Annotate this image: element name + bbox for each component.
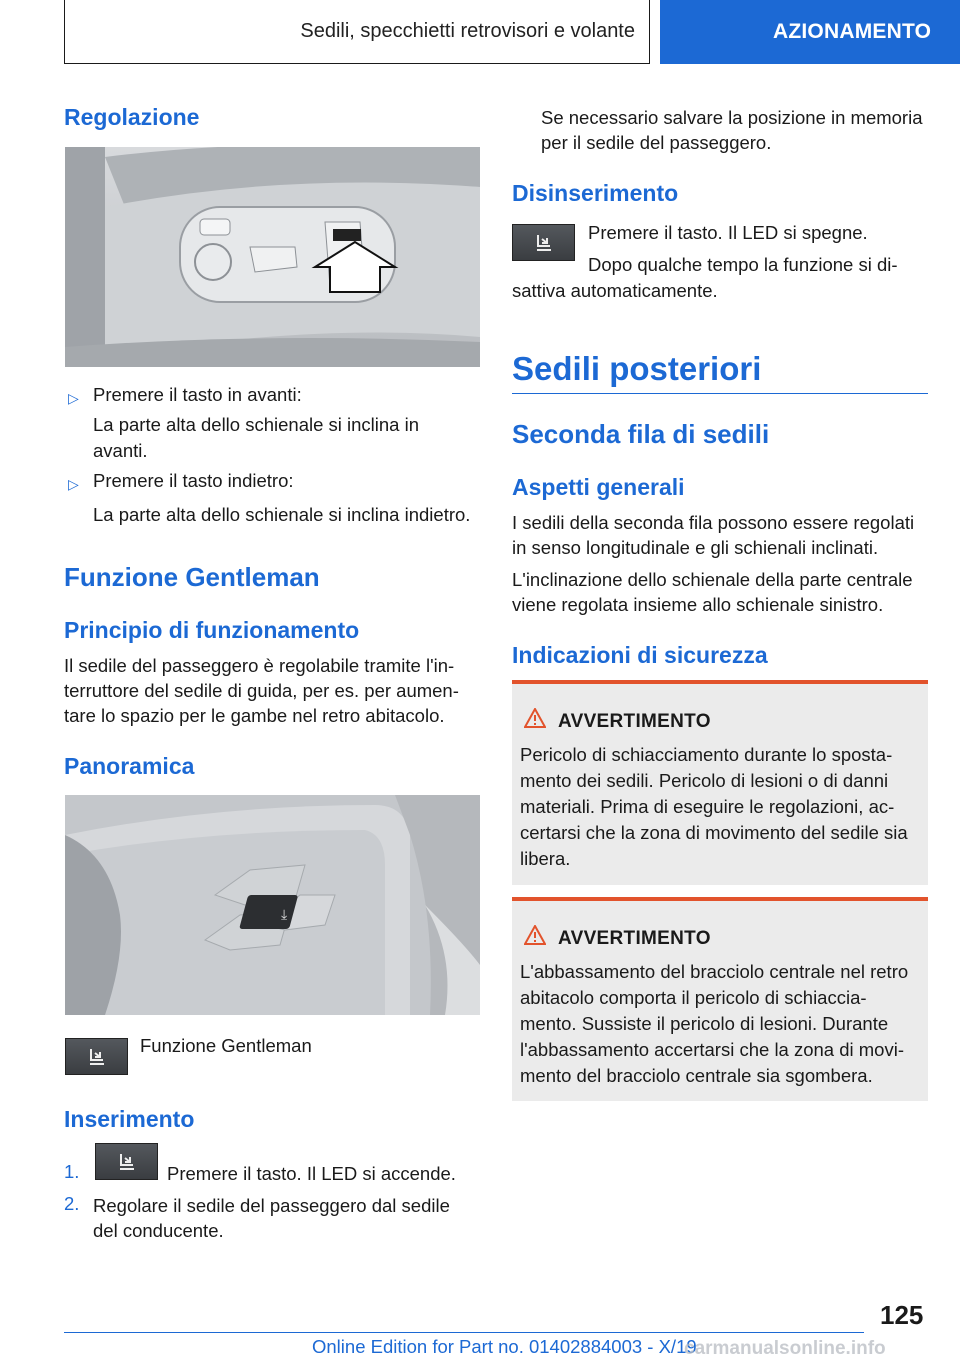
warning-line: l'abbassamento accertarsi che la zona di movi- [520, 1039, 904, 1060]
seat-arrow-icon [533, 232, 555, 254]
aspetti-line: I sedili della seconda fila possono essere regolati [512, 512, 915, 533]
bullet-2-line1: Premere il tasto indietro: [93, 470, 294, 491]
page-number: 125 [880, 1300, 924, 1330]
dis-line3: sattiva automaticamente. [512, 280, 718, 301]
inserimento-heading: Inserimento [64, 1106, 195, 1132]
gentleman-button-icon [95, 1143, 158, 1180]
warning-line: certarsi che la zona di movimento del sedile sia [520, 822, 908, 843]
bullet-1-line2: La parte alta dello schienale si inclina in [93, 414, 420, 435]
memoria-line: per il sedile del passeggero. [541, 132, 772, 153]
aspetti-line: L'inclinazione dello schienale della parte centrale [512, 569, 913, 590]
chapter-tab[interactable] [660, 0, 960, 64]
warning-line: materiali. Prima di eseguire le regolazioni, ac- [520, 796, 895, 817]
step-2-number: 2. [64, 1193, 80, 1214]
step-2-line1: Regolare il sedile del passeggero dal sedile [93, 1195, 450, 1216]
warning-line: libera. [520, 848, 571, 869]
warning-box [512, 897, 928, 1101]
warning-line: mento dei sedili. Pericolo di lesioni o di danni [520, 770, 889, 791]
seat-switch-photo [65, 147, 480, 367]
gentleman-caption: Funzione Gentleman [140, 1035, 312, 1056]
warning-title: AVVERTIMENTO [558, 711, 711, 732]
disinserimento-heading: Disinserimento [512, 180, 679, 206]
section-title: Sedili, specchietti retrovisori e volante [300, 20, 635, 42]
warning-title: AVVERTIMENTO [558, 928, 711, 949]
warning-line: abitacolo comporta il pericolo di schiaccia- [520, 987, 867, 1008]
step-1-text: Premere il tasto. Il LED si accende. [167, 1163, 456, 1184]
heading-rule [512, 393, 928, 394]
svg-text:⤓: ⤓ [281, 907, 288, 923]
chapter-tab-label: AZIONAMENTO [773, 20, 932, 43]
warning-triangle-icon [524, 708, 546, 728]
principio-heading: Principio di funzionamento [64, 617, 360, 643]
bullet-2-line2: La parte alta dello schienale si inclina indietro. [93, 504, 471, 525]
gentleman-heading: Funzione Gentleman [64, 562, 320, 592]
warning-line: mento. Sussiste il pericolo di lesioni. Durante [520, 1013, 889, 1034]
warning-line: mento del bracciolo centrale sia sgombera. [520, 1065, 873, 1086]
seat-arrow-icon [86, 1046, 108, 1068]
memoria-line: Se necessario salvare la posizione in memoria [541, 107, 923, 128]
principio-line: terruttore del sedile di guida, per es. per aumen- [64, 680, 459, 701]
aspetti-line: in senso longitudinale e gli schienali inclinati. [512, 537, 879, 558]
footer-rule [64, 1332, 864, 1333]
seconda-fila-heading: Seconda fila di sedili [512, 419, 770, 449]
gentleman-button-icon [65, 1038, 128, 1075]
sicurezza-heading: Indicazioni di sicurezza [512, 642, 768, 668]
dis-line2: Dopo qualche tempo la funzione si di- [588, 254, 898, 275]
posteriori-heading: Sedili posteriori [512, 350, 762, 387]
watermark: carmanualsonline.info [684, 1338, 886, 1359]
aspetti-line: viene regolata insieme allo schienale sinistro. [512, 594, 884, 615]
edition-line: Online Edition for Part no. 01402884003 - X/19 [312, 1336, 697, 1357]
section-header [64, 0, 650, 64]
warning-line: Pericolo di schiacciamento durante lo sposta- [520, 744, 893, 765]
principio-line: tare lo spazio per le gambe nel retro abitacolo. [64, 705, 445, 726]
bullet-marker: ▷ [68, 476, 79, 492]
panoramica-heading: Panoramica [64, 753, 195, 779]
step-1-number: 1. [64, 1161, 80, 1182]
warning-line: L'abbassamento del bracciolo centrale nel retro [520, 961, 909, 982]
bullet-1-line1: Premere il tasto in avanti: [93, 384, 302, 405]
gentleman-button-photo [65, 795, 480, 1015]
warning-triangle-icon [524, 925, 546, 945]
aspetti-heading: Aspetti generali [512, 474, 685, 500]
warning-box [512, 680, 928, 885]
gentleman-button-icon [512, 224, 575, 261]
dis-line1: Premere il tasto. Il LED si spegne. [588, 222, 868, 243]
step-2-line2: del conducente. [93, 1220, 224, 1241]
bullet-1-line3: avanti. [93, 440, 148, 461]
principio-line: Il sedile del passeggero è regolabile tramite l'in- [64, 655, 455, 676]
regolazione-heading: Regolazione [64, 104, 200, 130]
bullet-marker: ▷ [68, 390, 79, 406]
seat-arrow-icon [116, 1151, 138, 1173]
